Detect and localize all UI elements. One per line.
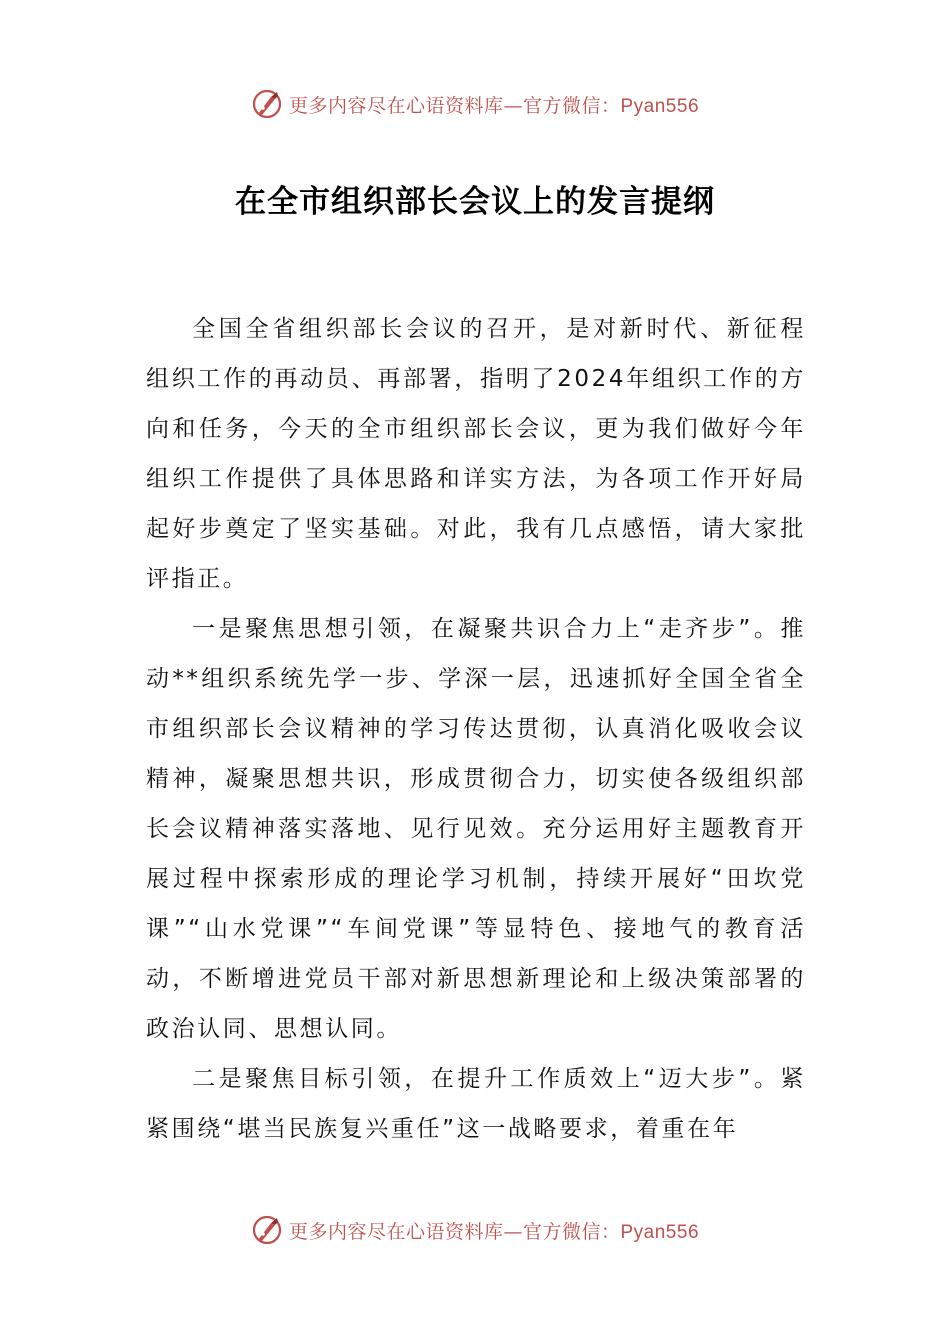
banner-label: 更多内容尽在心语资料库—官方微信：: [288, 94, 621, 117]
banner-text: [289, 91, 699, 118]
paragraph: 一是聚焦思想引领，在凝聚共识合力上“走齐步”。推动**组织系统先学一步、学深一层，迅速抓好全国全省全市组织部长会议精神的学习传达贯彻，认真消化吸收会议精神，凝聚思想共识，形成贯彻合力，切实使各级组织部长会议精神落实落地、见行见效。充分运用好主题教育开展过程中探索形成的理论学习机制，持续开展好“田坎党课”“山水党课”“车间党课”等显特色、接地气的教育活动，不断增进党员干部对新思想新理论和上级决策部署的政治认同、思想认同。: [146, 616, 806, 1042]
paragraph: 二是聚焦目标引领，在提升工作质效上“迈大步”。紧紧围绕“堪当民族复兴重任”这一战略要求，着重在年: [146, 1066, 806, 1142]
footer-banner: [0, 1210, 950, 1250]
banner-label: 更多内容尽在心语资料库—官方微信：: [288, 1220, 621, 1243]
wechat-id: Pyan556: [620, 1221, 700, 1243]
document-body: [146, 304, 806, 1154]
header-banner: [0, 84, 950, 124]
quill-seal-icon: [251, 1214, 283, 1246]
wechat-id: Pyan556: [620, 95, 700, 117]
quill-seal-icon: [251, 88, 283, 120]
page-title: 在全市组织部长会议上的发言提纲: [235, 184, 715, 220]
banner-text: [289, 1217, 699, 1244]
paragraph: 全国全省组织部长会议的召开，是对新时代、新征程组织工作的再动员、再部署，指明了2024年组织工作的方向和任务，今天的全市组织部长会议，更为我们做好今年组织工作提供了具体思路和详实方法，为各项工作开好局起好步奠定了坚实基础。对此，我有几点感悟，请大家批评指正。: [146, 316, 806, 592]
